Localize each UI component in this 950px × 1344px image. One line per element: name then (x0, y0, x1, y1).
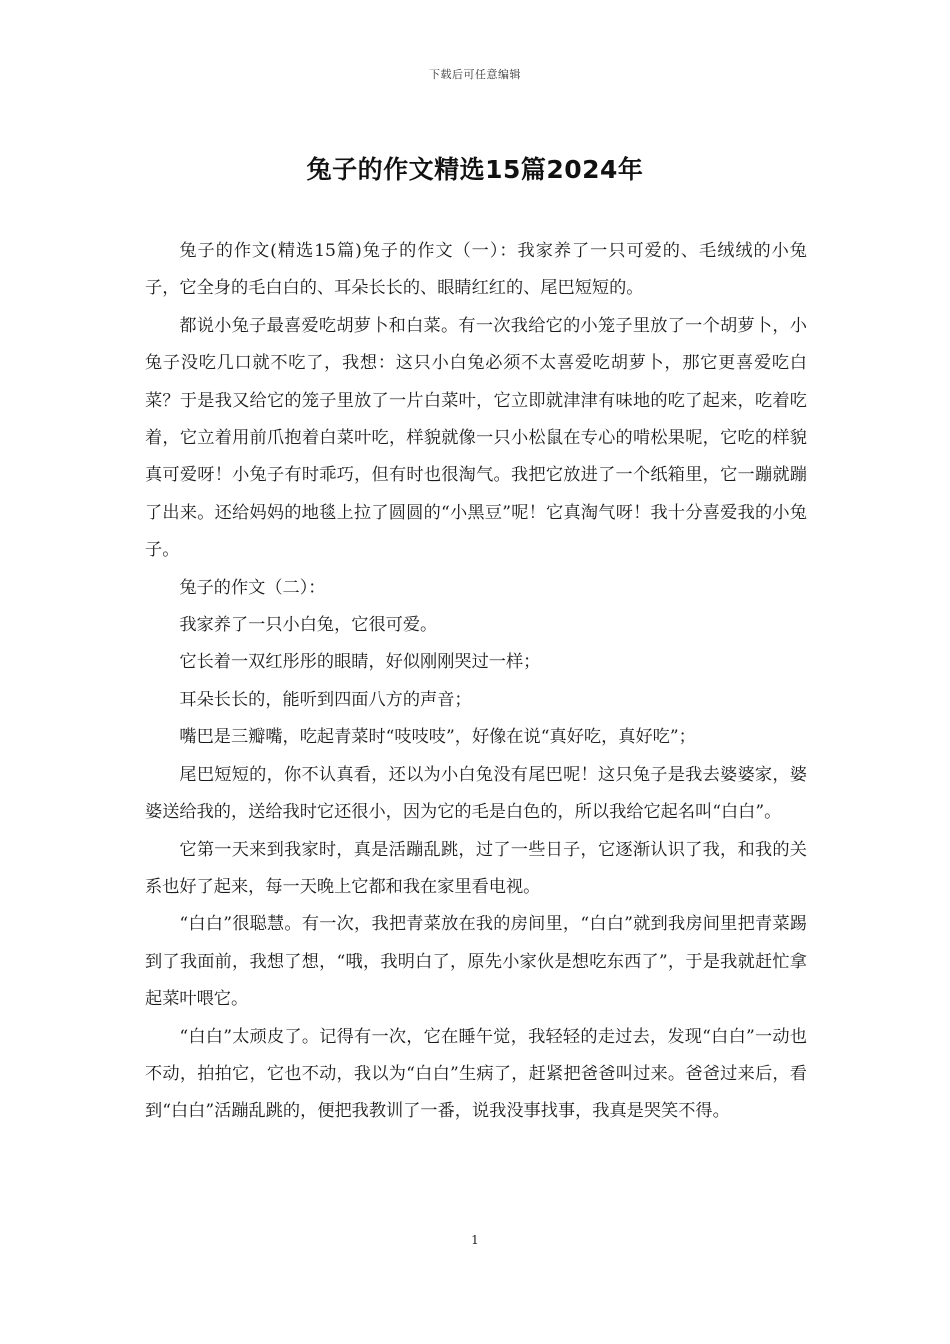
page-number: 1 (471, 1233, 479, 1247)
paragraph: 都说小兔子最喜爱吃胡萝卜和白菜。有一次我给它的小笼子里放了一个胡萝卜，小兔子没吃几口就不吃了，我想：这只小白兔必须不太喜爱吃胡萝卜，那它更喜爱吃白菜？于是我又给它的笼子里放了一片白菜叶，它立即就津津有味地的吃了起来，吃着吃着，它立着用前爪抱着白菜叶吃，样貌就像一只小松鼠在专心的啃松果呢，它吃的样貌真可爱呀！小兔子有时乖巧，但有时也很淘气。我把它放进了一个纸箱里，它一蹦就蹦了出来。还给妈妈的地毯上拉了圆圆的“小黑豆”呢！它真淘气呀！我十分喜爱我的小兔子。 (145, 315, 807, 561)
paragraph: 它长着一双红彤彤的眼睛，好似刚刚哭过一样； (179, 652, 541, 673)
paragraph: 嘴巴是三瓣嘴，吃起青菜时“吱吱吱”，好像在说“真好吃，真好吃”； (179, 727, 696, 748)
paragraph: 耳朵长长的，能听到四面八方的声音； (179, 689, 472, 710)
paragraph: “白白”太顽皮了。记得有一次，它在睡午觉，我轻轻的走过去，发现“白白”一动也不动，拍拍它，它也不动，我以为“白白”生病了，赶紧把爸爸叫过来。爸爸过来后，看到“白白”活蹦乱跳的，便把我教训了一番，说我没事找事，我真是哭笑不得。 (145, 1026, 807, 1122)
paragraph: 它第一天来到我家时，真是活蹦乱跳，过了一些日子，它逐渐认识了我，和我的关系也好了起来，每一天晚上它都和我在家里看电视。 (145, 839, 807, 897)
paragraph: 我家养了一只小白兔，它很可爱。 (179, 615, 438, 636)
document-title: 兔子的作文精选15篇2024年 (306, 155, 644, 184)
paragraph: 兔子的作文(精选15篇)兔子的作文（一）：我家养了一只可爱的、毛绒绒的小兔子，它全身的毛白白的、耳朵长长的、眼睛红红的、尾巴短短的。 (145, 241, 807, 299)
paragraph: 兔子的作文（二）： (179, 577, 326, 598)
paragraph: 尾巴短短的，你不认真看，还以为小白兔没有尾巴呢！这只兔子是我去婆婆家，婆婆送给我的，送给我时它还很小，因为它的毛是白色的，所以我给它起名叫“白白”。 (145, 764, 807, 823)
paragraph: “白白”很聪慧。有一次，我把青菜放在我的房间里，“白白”就到我房间里把青菜踢到了我面前，我想了想，“哦，我明白了，原先小家伙是想吃东西了”，于是我就赶忙拿起菜叶喂它。 (145, 914, 807, 1010)
document-body (145, 233, 807, 1131)
header-note: 下载后可任意编辑 (429, 68, 521, 81)
